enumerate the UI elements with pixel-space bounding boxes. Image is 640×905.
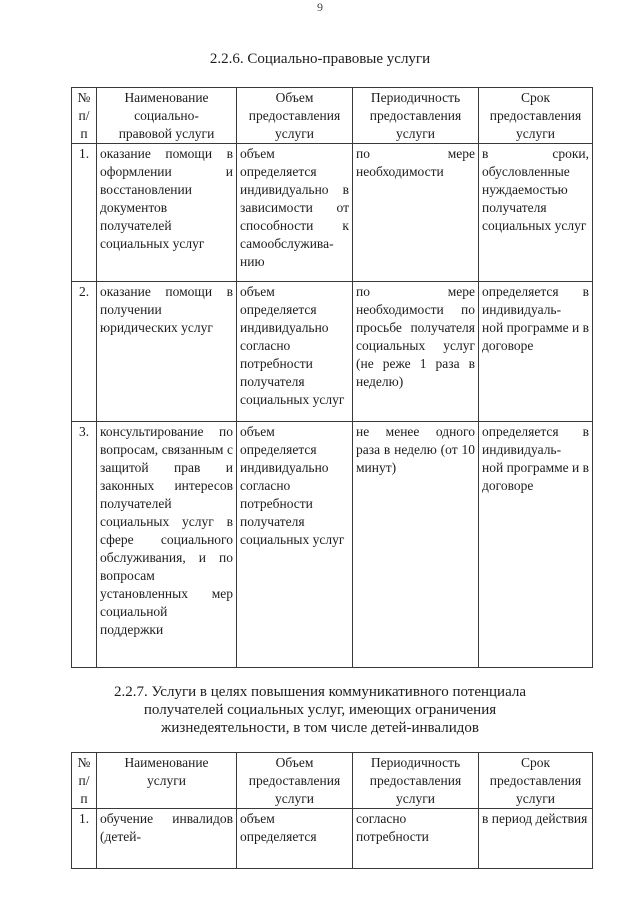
table-row — [72, 422, 593, 668]
section-title-line: 2.2.7. Услуги в целях повышения коммуникативного потенциала — [113, 684, 527, 700]
header-cell-volume: Объем предоставления услуги — [237, 88, 353, 144]
row-number: 3. — [72, 422, 97, 668]
section-title-line: получателей социальных услуг, имеющих ограничения — [143, 702, 497, 718]
communication-services-table — [71, 752, 593, 869]
table-header-row — [72, 753, 593, 809]
service-name: консультирование по вопросам, связанным с защитой прав и законных интересов получателей социальных услуг в сфере социального обслуживания, и по вопросам установленных мер социальной поддержки — [97, 422, 237, 668]
section-title-communication — [0, 683, 640, 737]
header-cell-name: Наименование услуги — [97, 753, 237, 809]
service-term: определяется в индивидуаль- ной программе и в договоре — [479, 282, 593, 422]
header-cell-num: № п/п — [72, 753, 97, 809]
table-row — [72, 282, 593, 422]
table-row — [72, 809, 593, 869]
header-cell-term: Срок предоставления услуги — [479, 88, 593, 144]
header-cell-num: № п/ п — [72, 88, 97, 144]
service-name: оказание помощи в оформлении и восстановлении документов получателей социальных услуг — [97, 144, 237, 282]
table-header-row — [72, 88, 593, 144]
service-term: в сроки, обусловленные нуждаемостью получателя социальных услуг — [479, 144, 593, 282]
row-number: 1. — [72, 809, 97, 869]
section-title-social-legal: 2.2.6. Социально-правовые услуги — [209, 51, 431, 67]
header-cell-period: Периодичность предоставления услуги — [353, 88, 479, 144]
service-term: определяется в индивидуаль- ной программе и в договоре — [479, 422, 593, 668]
header-cell-volume: Объем предоставления услуги — [237, 753, 353, 809]
service-period: не менее одного раза в неделю (от 10 минут) — [353, 422, 479, 668]
row-number: 1. — [72, 144, 97, 282]
service-period: согласно потребности — [353, 809, 479, 869]
service-volume: объем определяется индивидуально в зависимости от способности к самообслужива- нию — [237, 144, 353, 282]
service-volume: объем определяется индивидуально согласно потребности получателя социальных услуг — [237, 422, 353, 668]
social-legal-services-table — [71, 87, 593, 668]
service-term: в период действия — [479, 809, 593, 869]
header-cell-period: Периодичность предоставления услуги — [353, 753, 479, 809]
page-number: 9 — [317, 0, 323, 14]
section-title-line: жизнедеятельности, в том числе детей-инвалидов — [161, 720, 479, 736]
header-cell-name: Наименование социально- правовой услуги — [97, 88, 237, 144]
service-period: по мере необходимости — [353, 144, 479, 282]
row-number: 2. — [72, 282, 97, 422]
service-volume: объем определяется — [237, 809, 353, 869]
service-period: по мере необходимости по просьбе получателя социальных услуг (не реже 1 раза в неделю) — [353, 282, 479, 422]
header-cell-term: Срок предоставления услуги — [479, 753, 593, 809]
service-name: обучение инвалидов (детей- — [97, 809, 237, 869]
table-row — [72, 144, 593, 282]
service-volume: объем определяется индивидуально согласно потребности получателя социальных услуг — [237, 282, 353, 422]
service-name: оказание помощи в получении юридических услуг — [97, 282, 237, 422]
